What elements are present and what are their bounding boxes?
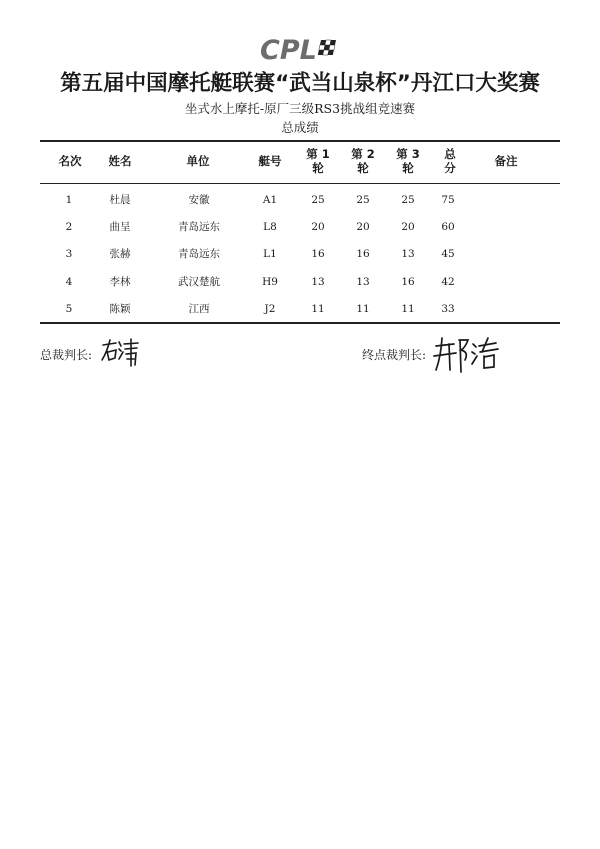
cell-round-2: 20 bbox=[356, 221, 370, 233]
col-rank: 名次 bbox=[58, 154, 82, 168]
table-row bbox=[40, 295, 560, 323]
cell-name: 李林 bbox=[109, 276, 131, 288]
cpl-logo bbox=[258, 34, 342, 64]
col-total-line2: 分 bbox=[444, 161, 456, 175]
table-row bbox=[40, 268, 560, 296]
cell-boat: A1 bbox=[262, 194, 278, 206]
col-total-line1: 总 bbox=[444, 147, 456, 161]
col-unit: 单位 bbox=[186, 154, 210, 168]
col-boat: 艇号 bbox=[258, 154, 282, 168]
col-round-1-line2: 轮 bbox=[312, 161, 324, 175]
cell-round-1: 16 bbox=[311, 248, 325, 260]
col-total bbox=[436, 147, 464, 175]
cell-boat: L8 bbox=[263, 221, 277, 233]
cell-boat: L1 bbox=[263, 248, 277, 260]
col-round-3 bbox=[390, 147, 426, 175]
col-round-3-line1: 第 3 bbox=[396, 147, 420, 161]
table-row bbox=[40, 240, 560, 268]
cell-round-1: 11 bbox=[311, 303, 325, 315]
logo-text: CPL bbox=[260, 35, 317, 64]
cell-rank: 3 bbox=[65, 248, 73, 260]
col-round-2-line1: 第 2 bbox=[351, 147, 375, 161]
cell-round-2: 25 bbox=[356, 194, 370, 206]
cell-name: 陈颖 bbox=[109, 303, 131, 315]
cell-round-3: 11 bbox=[401, 303, 415, 315]
cell-round-2: 11 bbox=[356, 303, 370, 315]
cell-rank: 4 bbox=[65, 276, 73, 288]
col-round-1-line1: 第 1 bbox=[306, 147, 330, 161]
cell-round-2: 13 bbox=[356, 276, 370, 288]
cell-round-1: 25 bbox=[311, 194, 325, 206]
col-round-2-line2: 轮 bbox=[357, 161, 369, 175]
col-note: 备注 bbox=[494, 154, 518, 168]
finish-referee-signature bbox=[432, 334, 502, 374]
cell-rank: 5 bbox=[65, 303, 73, 315]
cell-round-3: 20 bbox=[401, 221, 415, 233]
cell-unit: 江西 bbox=[188, 303, 210, 315]
cell-unit: 武汉楚航 bbox=[178, 276, 220, 288]
cell-round-1: 20 bbox=[311, 221, 325, 233]
chief-referee-label: 总裁判长: bbox=[40, 348, 93, 362]
cell-rank: 1 bbox=[65, 194, 73, 206]
cell-boat: J2 bbox=[264, 303, 276, 315]
table-row bbox=[40, 213, 560, 241]
table-row bbox=[40, 186, 560, 214]
cell-total: 60 bbox=[441, 221, 455, 233]
cell-name: 曲呈 bbox=[109, 221, 131, 233]
cell-rank: 2 bbox=[65, 221, 73, 233]
col-round-3-line2: 轮 bbox=[402, 161, 414, 175]
cell-round-2: 16 bbox=[356, 248, 370, 260]
col-round-2 bbox=[345, 147, 381, 175]
cell-unit: 青岛远东 bbox=[178, 248, 220, 260]
checkered-flag-icon bbox=[318, 40, 336, 55]
cell-round-3: 13 bbox=[401, 248, 415, 260]
chief-referee-signature bbox=[100, 336, 142, 368]
cell-total: 33 bbox=[441, 303, 455, 315]
cell-name: 杜晨 bbox=[109, 194, 131, 206]
table-top-rule bbox=[40, 140, 560, 142]
cell-total: 42 bbox=[441, 276, 455, 288]
col-name: 姓名 bbox=[108, 154, 132, 168]
page-title: 第五届中国摩托艇联赛“武当山泉杯”丹江口大奖赛 bbox=[60, 71, 540, 96]
cell-boat: H9 bbox=[262, 276, 278, 288]
col-round-1 bbox=[300, 147, 336, 175]
cell-round-3: 25 bbox=[401, 194, 415, 206]
cell-unit: 安徽 bbox=[188, 194, 210, 206]
section-title: 总成绩 bbox=[281, 120, 319, 135]
finish-referee-label: 终点裁判长: bbox=[362, 348, 427, 362]
cell-total: 45 bbox=[441, 248, 455, 260]
cell-total: 75 bbox=[441, 194, 455, 206]
cell-round-1: 13 bbox=[311, 276, 325, 288]
event-subtitle: 坐式水上摩托-原厂三级RS3挑战组竞速赛 bbox=[184, 101, 416, 116]
cell-round-3: 16 bbox=[401, 276, 415, 288]
cell-unit: 青岛远东 bbox=[178, 221, 220, 233]
table-header-rule bbox=[40, 183, 560, 184]
cell-name: 张赫 bbox=[109, 248, 131, 260]
